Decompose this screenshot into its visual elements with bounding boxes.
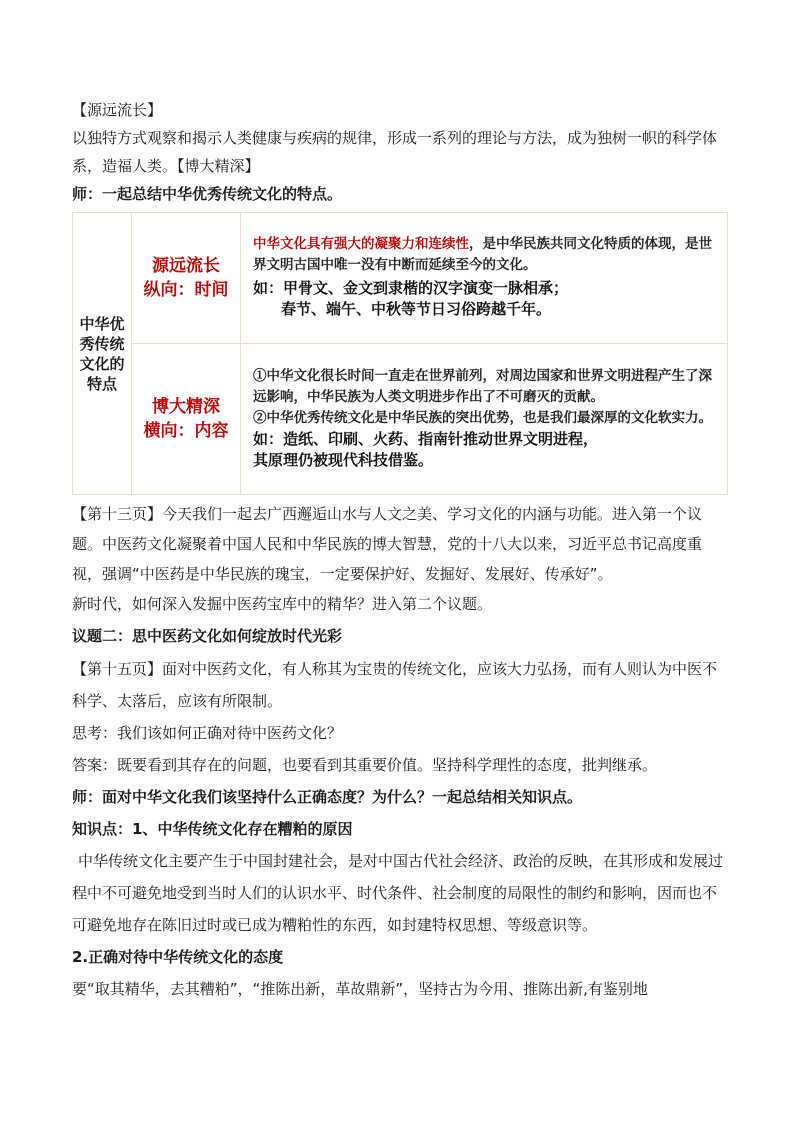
row2-example-2: 其原理仍被现代科技借鉴。 [253,450,434,469]
category-title: 博大精深 [152,397,220,417]
table-row [73,344,728,495]
paragraph-page13: 【第十三页】今天我们一起去广西邂逅山水与人文之美、学习文化的内涵与功能。进入第一个议题。中医药文化凝聚着中国人民和中华民族的博大智慧，党的十八大以来，习近平总书记高度重视，强调“中医药是中华民族的瑰宝，一定要保护好、发掘好、发展好、传承好”。 [72,505,703,583]
paragraph-think: 思考：我们该如何正确对待中医药文化？ [72,724,343,742]
topic-two-heading: 议题二：思中医药文化如何绽放时代光彩 [72,627,343,645]
category-title: 源远流长 [152,256,220,276]
row2-example-1: 如：造纸、印刷、火药、指南针推动世界文明进程， [253,429,599,448]
paragraph-intro: 以独特方式观察和揭示人类健康与疾病的规律，形成一系列的理论与方法，成为独树一帜的科学体系，造福人类。【博大精深】 [72,129,718,175]
teacher-summary-line: 师：一起总结中华优秀传统文化的特点。 [72,185,343,203]
category-cell-1 [132,213,241,344]
description-cell-1 [241,213,728,344]
paragraph-page15: 【第十五页】面对中医药文化，有人称其为宝贵的传统文化，应该大力弘扬，而有人则认为中医不科学、太落后，应该有所限制。 [72,660,718,710]
paragraph-new-era: 新时代，如何深入发掘中医药宝库中的精华？进入第二个议题。 [72,595,493,613]
knowledge-point-2: 2.正确对待中华传统文化的态度 [72,948,284,966]
category-subtitle: 横向：内容 [143,421,229,441]
heading-yuanyuan: 【源远流长】 [72,101,163,119]
paragraph-answer: 答案：既要看到其存在的问题，也要看到其重要价值。坚持科学理性的态度，批判继承。 [72,756,658,774]
row2-point-2: ②中华优秀传统文化是中华民族的突出优势，也是我们最深厚的文化软实力。 [253,409,712,426]
category-subtitle: 纵向：时间 [143,280,229,300]
knowledge-point-1-text: 中华传统文化主要产生于中国封建社会，是对中国古代社会经济、政治的反映，在其形成和发展过程中不可避免地受到当时人们的认识水平、时代条件、社会制度的局限性的制约和影响，因而也不可避免地存在陈旧过时或已成为糟粕性的东西，如封建特权思想、等级意识等。 [72,852,724,934]
row-header-text: 中华优秀传统文化的特点 [79,314,125,393]
teacher-question: 师：面对中华文化我们该坚持什么正确态度？为什么？一起总结相关知识点。 [72,788,583,806]
row1-example-2: 春节、端午、中秋等节日习俗跨越千年。 [281,300,552,318]
category-cell-2 [132,344,241,495]
table-row-header [73,213,132,495]
document-page [72,96,728,1005]
row1-lead-red: 中华文化具有强大的凝聚力和连续性 [253,236,469,252]
description-cell-2 [241,344,728,495]
table-row [73,213,728,344]
knowledge-point-2-text: 要“取其精华，去其糟粕”，“推陈出新，革故鼎新”，坚持古为今用、推陈出新,有鉴别地 [72,980,648,998]
row2-point-1: ①中华文化很长时间一直走在世界前列，对周边国家和世界文明进程产生了深远影响，中华民族为人类文明进步作出了不可磨灭的贡献。 [253,367,712,405]
knowledge-point-1: 知识点：1、中华传统文化存在糟粕的原因 [72,820,353,838]
row1-example-1: 如：甲骨文、金文到隶楷的汉字演变一脉相承； [253,279,569,297]
row1-lead-rest: ，是中华民族共同文化特质的体现，是世界文明古国中唯一没有中断而延续至今的文化。 [253,236,712,273]
features-table [72,212,728,495]
row1-lead [253,234,721,276]
